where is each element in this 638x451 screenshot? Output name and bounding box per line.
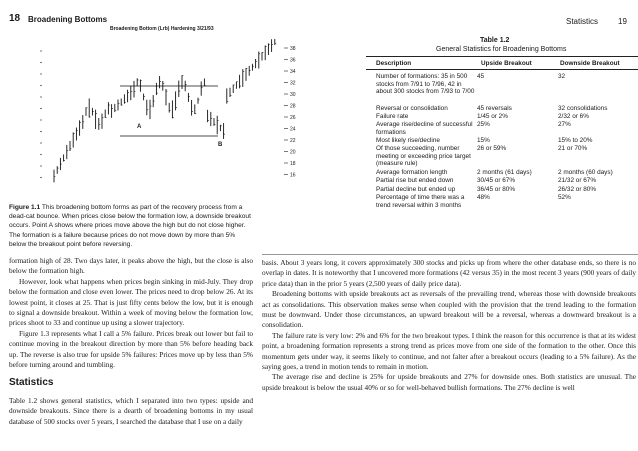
row-upside-value: 36/45 or 80% (477, 186, 516, 193)
y-tick-label: 36 (290, 57, 296, 64)
row-description: Percentage of time there was a trend reversal within 3 months (376, 194, 465, 209)
left-section-body (9, 396, 253, 427)
row-downside-value: 32 (558, 73, 566, 80)
row-downside-value: 26/32 or 80% (558, 186, 597, 193)
row-downside-value: 52% (558, 194, 571, 201)
price-chart (40, 26, 308, 204)
row-description: Partial rise but ended down (376, 177, 454, 184)
page-divider (262, 254, 638, 255)
y-tick-label: 24 (290, 126, 296, 133)
row-description: Average formation length (376, 169, 448, 176)
figure-caption-text: This broadening bottom forms as part of the recovery process from a dead-cat bounce. When prices close below the formation low, a downside breakout occurs. Point A shows where prices move above the high but do not close higher. The formation is a failure because prices do not move down by more than 5% below the breakout point before reversing. (9, 204, 251, 248)
col-header-description: Description (376, 60, 412, 67)
y-tick-label: 26 (290, 115, 296, 121)
row-upside-value: 30/45 or 67% (477, 177, 516, 184)
row-description: Average rise/decline of successful formations (376, 121, 473, 136)
chart-title: Broadening Bottom (Lrb) Hardening 3/21/93 (110, 26, 214, 32)
row-downside-value: 2 months (60 days) (558, 169, 613, 176)
left-page-number: 18 (9, 13, 21, 24)
annotation-a: A (137, 124, 142, 130)
y-tick-label: 28 (290, 103, 296, 110)
row-description: Failure rate (376, 113, 409, 120)
row-downside-value: 21 or 70% (558, 145, 588, 152)
y-tick-label: 38 (290, 46, 296, 52)
row-upside-value: 25% (477, 121, 490, 128)
right-body (262, 258, 636, 393)
right-page-number: 19 (618, 17, 627, 26)
left-paragraph-1: formation high of 28. Two days later, it peaks above the high, but the close is also below the formation high. (9, 256, 253, 276)
row-upside-value: 2 months (61 days) (477, 169, 532, 176)
table-title: General Statistics for Broadening Bottoms (436, 46, 567, 53)
right-paragraph-1: basis. About 3 years long, it covers approximately 300 stocks and picks up from where the other database ends, so there is no overlap in dates. It is noteworthy that I uncovered more formations (42 versus 35) in the most recent 3 years (900 years of daily price data) than in the prior 5 years (2,500 years of daily price data). (262, 258, 636, 288)
col-header-upside: Upside Breakout (481, 60, 532, 67)
right-paragraph-2: Broadening bottoms with upside breakouts act as reversals of the prevailing trend, whereas those with downside breakouts act as consolidations. This observation makes sense when coupled with the provision that the trend leading to the formation must be downward. Under those circumstances, an upward breakout will be a reversal, whereas a downward breakout is a consolidation. (262, 289, 636, 330)
left-running-head-text: Broadening Bottoms (28, 15, 108, 24)
y-tick-label: 32 (290, 80, 296, 87)
left-running-head (28, 15, 107, 24)
table-header-rule (366, 69, 638, 70)
figure-label: Figure 1.1 (9, 204, 41, 211)
left-body (9, 256, 253, 370)
table-label: Table 1.2 (480, 37, 510, 44)
figure-caption (9, 203, 253, 249)
col-header-downside: Downside Breakout (560, 60, 620, 67)
row-upside-value: 15% (477, 137, 490, 144)
row-upside-value: 26 or 59% (477, 145, 507, 152)
table-top-rule (366, 56, 638, 57)
left-paragraph-3: Figure 1.3 represents what I call a 5% failure. Prices break out lower but fail to continue moving in the breakout direction by more than 5% before heading back up. The reverse is also true for upside 5% failures: Prices move up by less than 5% before turning around and tumbling. (9, 328, 253, 370)
y-tick-label: 30 (290, 92, 296, 98)
left-paragraph-2: However, look what happens when prices begin sinking in mid-July. They drop below the formation and close even lower. The prices need to drop below 26. At its lowest point, it closes at 25. That is just fifty cents below the low, but it is enough to signal a downside breakout. Within a week of moving below the formation low, prices shoot to 33 and continue up using a slower trajectory. (9, 276, 253, 328)
row-description: Most likely rise/decline (376, 137, 440, 144)
row-description: Reversal or consolidation (376, 105, 448, 112)
y-tick-label: 22 (290, 138, 296, 144)
y-tick-label: 34 (290, 69, 296, 75)
row-upside-value: 45 reversals (477, 105, 512, 112)
y-tick-label: 18 (290, 161, 296, 167)
y-tick-label: 16 (290, 172, 296, 179)
row-downside-value: 15% to 20% (558, 137, 593, 144)
row-upside-value: 48% (477, 194, 490, 201)
section-heading: Statistics (9, 377, 54, 388)
right-paragraph-4: The average rise and decline is 25% for upside breakouts and 27% for downside ones. Both statistics are unusual. The upside breakout is below the usual 40% or so for well-behaved bullish formations. The 27% decline is well (262, 372, 636, 392)
annotation-b: B (218, 142, 223, 148)
right-running-head: Statistics (566, 17, 599, 26)
y-tick-label: 20 (290, 149, 296, 156)
right-paragraph-3: The failure rate is very low: 2% and 6% for the two breakout types. I think the reason for this occurrence is that at its widest point, a broadening formation represents a strong trend as prices move from one side of the formation to the other. Once this momentum gets under way, it seems likely to continue, and not falter after a breakout occurs (leading to a 5% failure). As the saying goes, a trend in motion tends to remain in motion. (262, 330, 636, 372)
row-downside-value: 2/32 or 6% (558, 113, 589, 120)
left-section-paragraph: Table 1.2 shows general statistics, which I separated into two types: upside and downside breakouts. Since there is a dearth of broadening bottoms in my usual database of 500 stocks over 5 years, I searched the database that I use on a daily (9, 396, 253, 426)
row-upside-value: 45 (477, 73, 485, 80)
row-description: Of those succeeding, number meeting or exceeding price target (measure rule) (376, 145, 471, 168)
row-description: Partial decline but ended up (376, 186, 456, 193)
row-downside-value: 21/32 or 67% (558, 177, 597, 184)
figure-chart (40, 26, 308, 204)
row-downside-value: 32 consolidations (558, 105, 608, 112)
row-upside-value: 1/45 or 2% (477, 113, 508, 120)
row-description: Number of formations: 35 in 500 stocks from 7/91 to 7/96, 42 in about 300 stocks from 7/93 to 7/00 (376, 73, 475, 96)
statistics-table (366, 56, 638, 226)
row-downside-value: 27% (558, 121, 571, 128)
